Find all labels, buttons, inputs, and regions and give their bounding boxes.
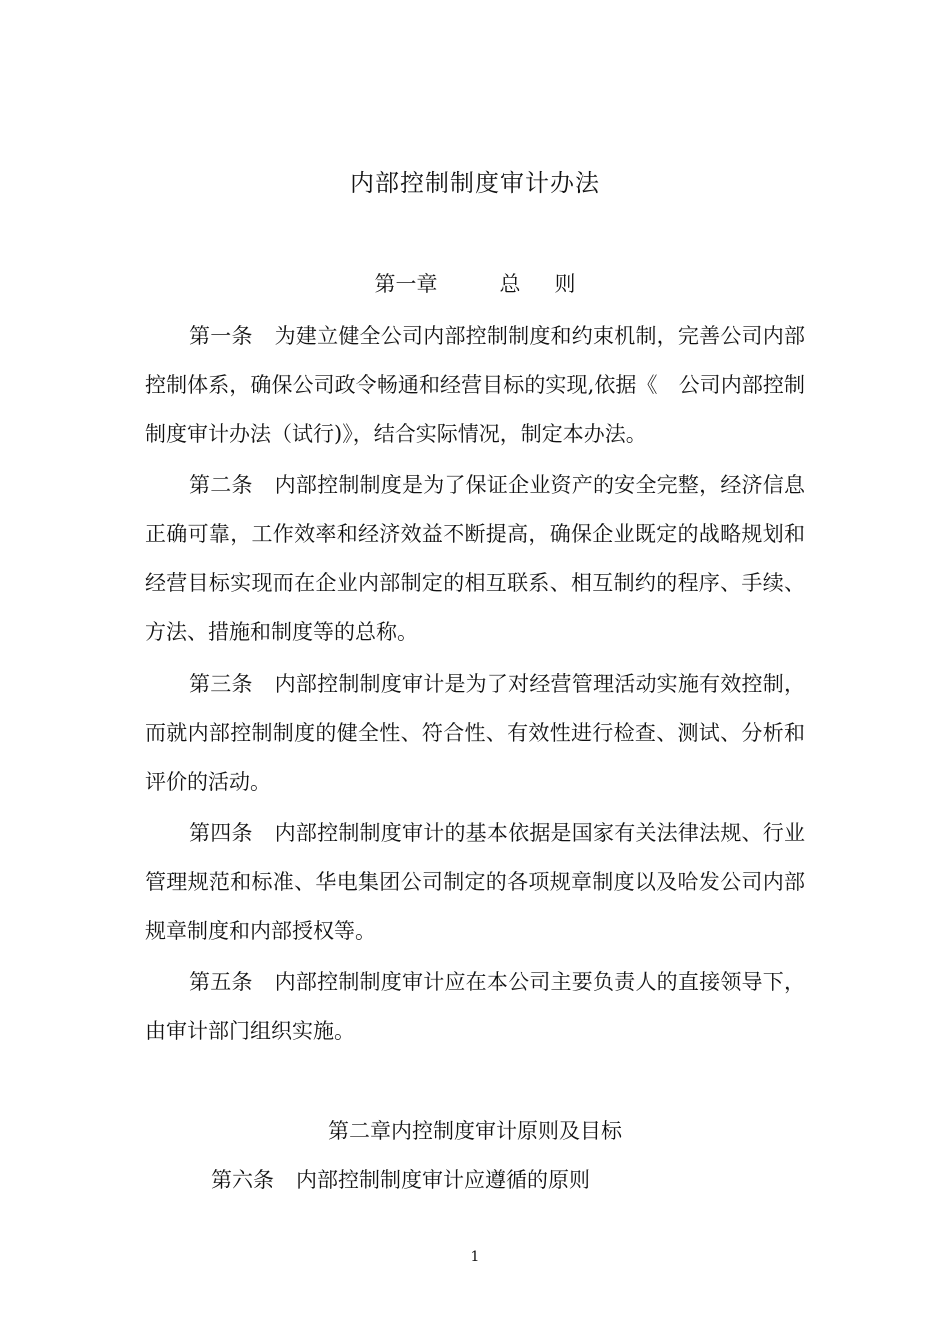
chapter-1-heading [0, 268, 950, 300]
article-4-number: 第四条 [189, 821, 253, 845]
chapter-1-title-part1: 总 [499, 272, 521, 296]
article-1-text: 为建立健全公司内部控制制度和约束机制，完善公司内部控制体系，确保公司政令畅通和经营目标的实现,依据《 公司内部控制制度审计办法（试行)》，结合实际情况，制定本办法。 [145, 324, 806, 446]
article-2 [145, 461, 805, 657]
page-number: 1 [470, 1249, 480, 1265]
article-3-number: 第三条 [189, 672, 253, 696]
article-5-number: 第五条 [189, 970, 253, 994]
article-4-text: 内部控制制度审计的基本依据是国家有关法律法规、行业管理规范和标准、华电集团公司制定的各项规章制度以及哈发公司内部规章制度和内部授权等。 [145, 821, 806, 943]
article-5-text: 内部控制制度审计应在本公司主要负责人的直接领导下，由审计部门组织实施。 [145, 970, 806, 1043]
article-2-text: 内部控制制度是为了保证企业资产的安全完整，经济信息正确可靠，工作效率和经济效益不断提高，确保企业既定的战略规划和经营目标实现而在企业内部制定的相互联系、相互制约的程序、手续、方法、措施和制度等的总称。 [145, 473, 806, 644]
article-1-number: 第一条 [189, 324, 253, 348]
chapter-1-number: 第一章 [374, 272, 438, 296]
chapter-1-title-part2: 则 [554, 272, 576, 296]
article-6-number: 第六条 [211, 1168, 274, 1192]
article-6 [211, 1160, 590, 1200]
article-6-text: 内部控制制度审计应遵循的原则 [296, 1168, 590, 1192]
article-1 [145, 312, 805, 459]
document-title: 内部控制制度审计办法 [350, 169, 600, 197]
article-3 [145, 660, 805, 807]
article-5 [145, 958, 805, 1056]
article-3-text: 内部控制制度审计是为了对经营管理活动实施有效控制，而就内部控制制度的健全性、符合性、有效性进行检查、测试、分析和评价的活动。 [145, 672, 806, 794]
article-4 [145, 809, 805, 956]
chapter-2-heading: 第二章内控制度审计原则及目标 [328, 1119, 622, 1143]
article-2-number: 第二条 [189, 473, 253, 497]
